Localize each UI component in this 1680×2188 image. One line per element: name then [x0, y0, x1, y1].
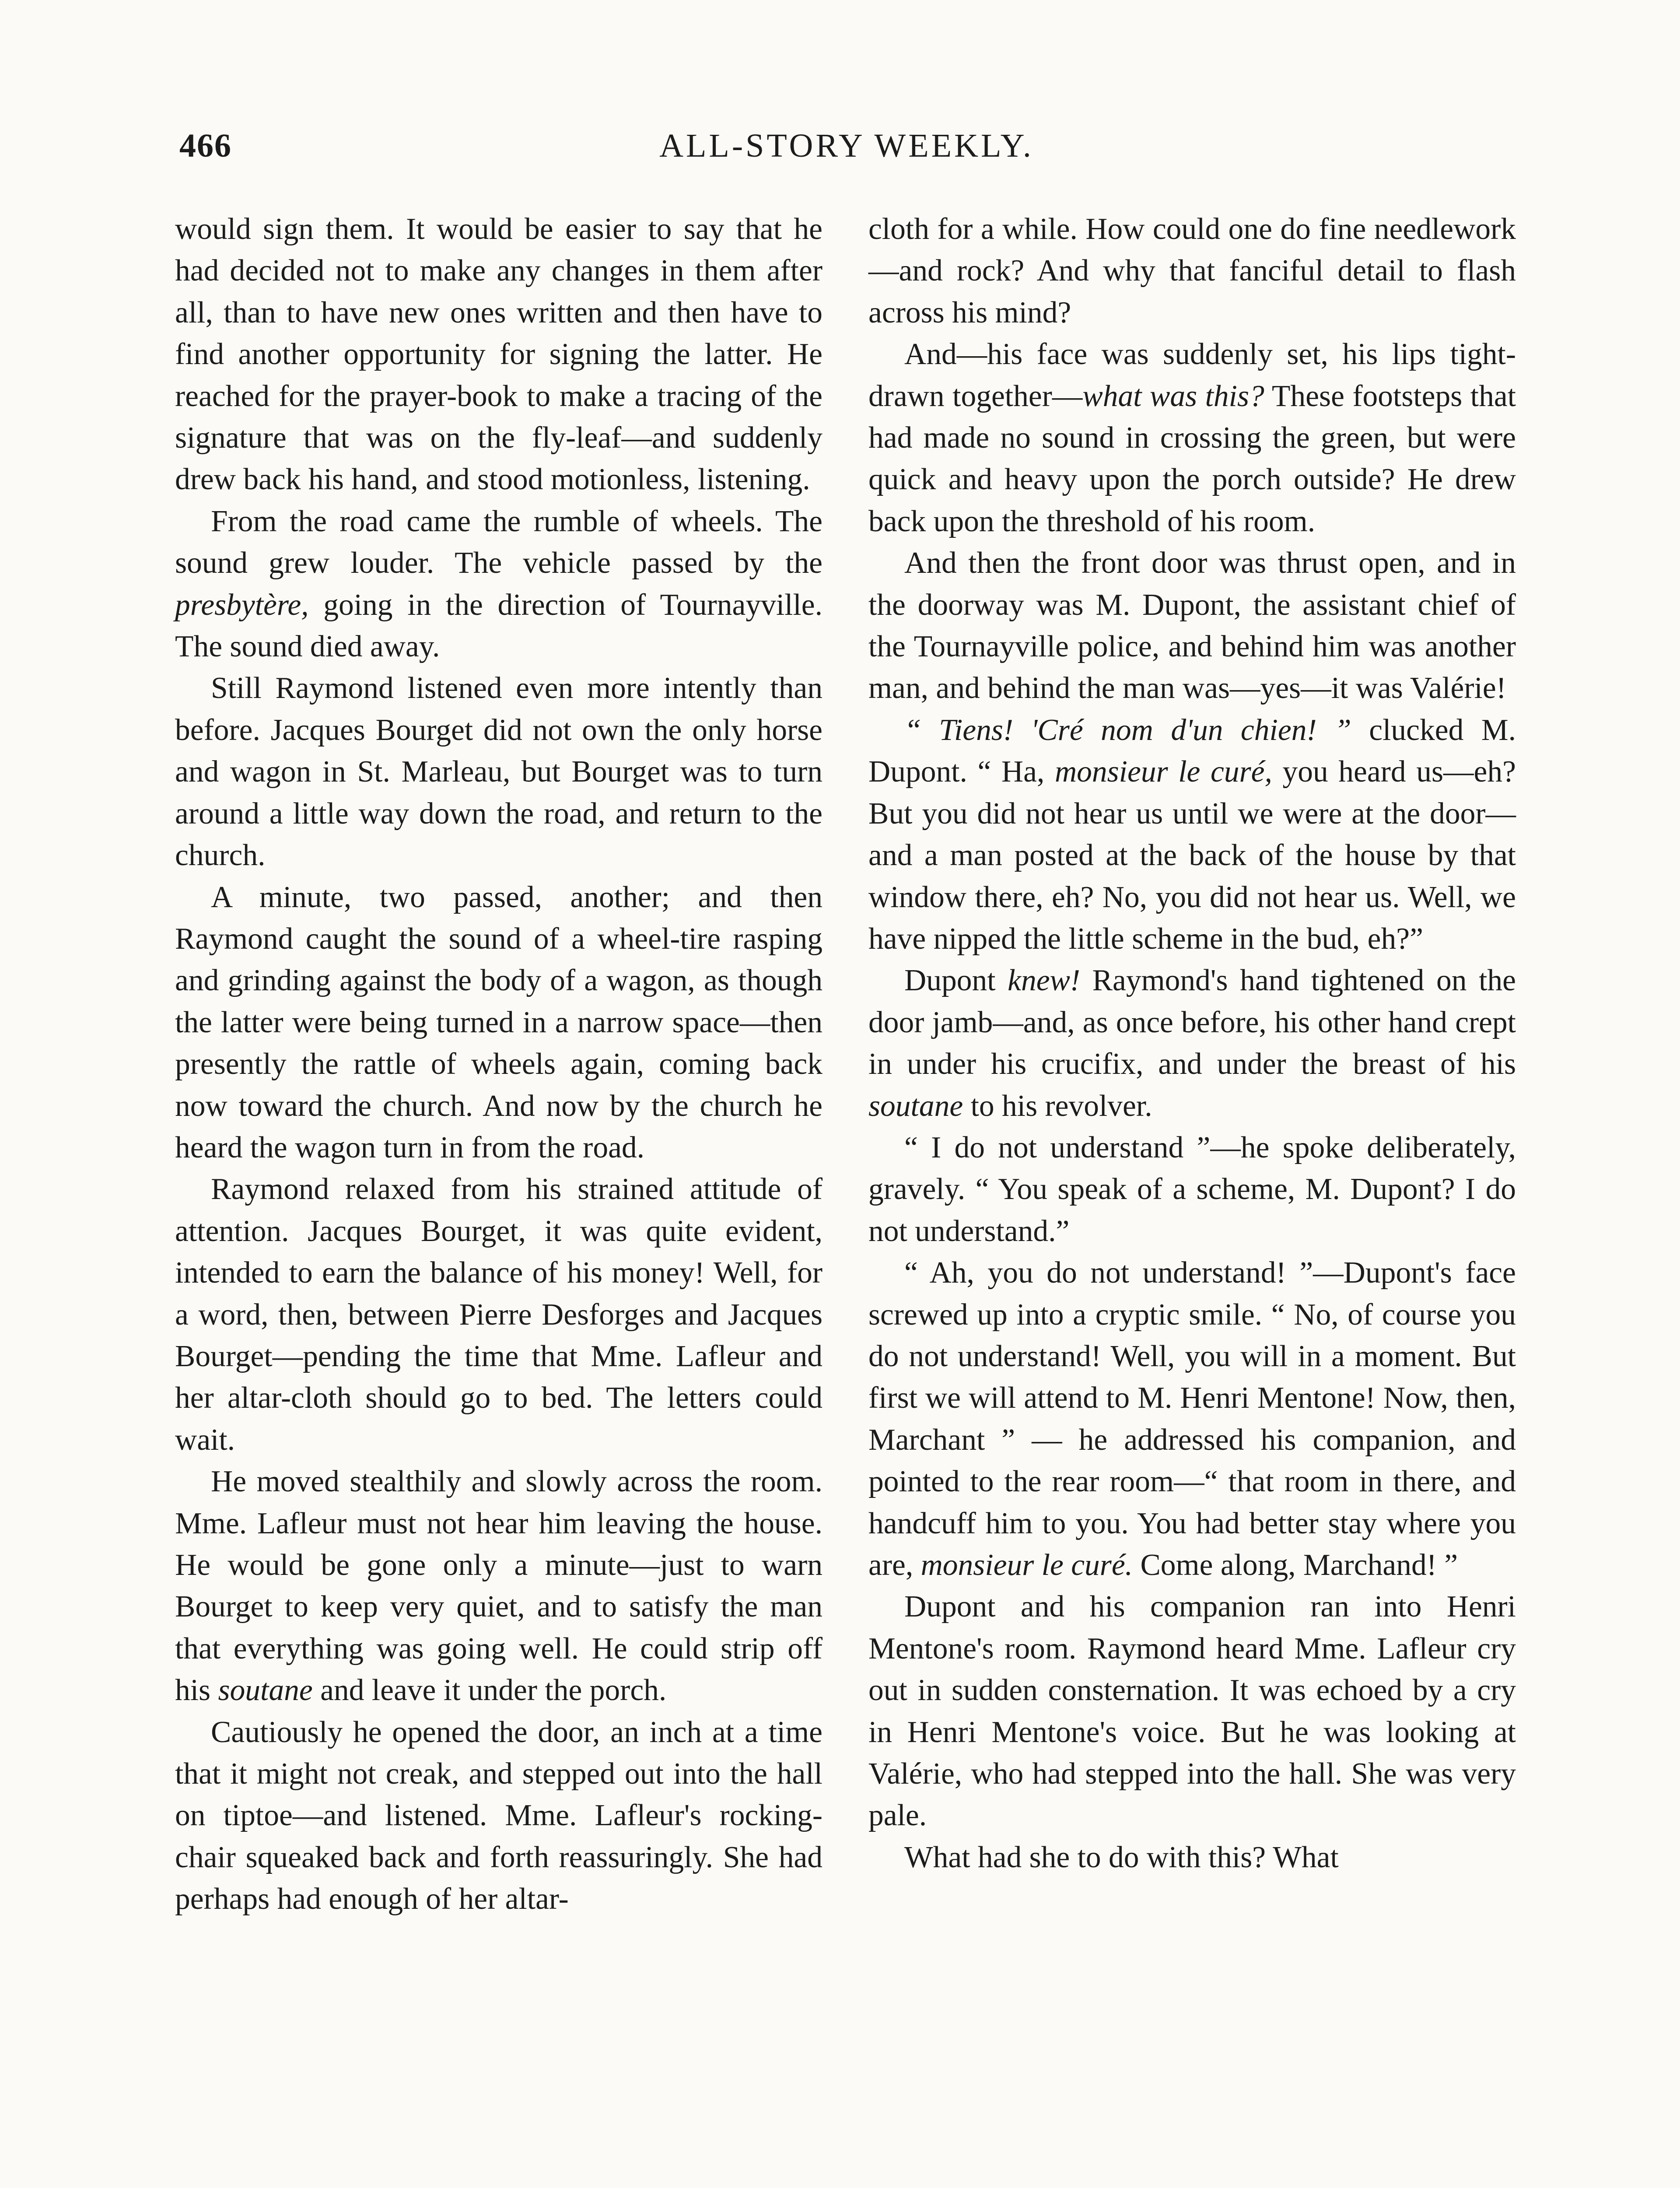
text-column-left	[175, 208, 822, 1920]
page-number: 466	[179, 127, 232, 164]
italic-text: presbytère,	[175, 588, 309, 622]
paragraph	[175, 1461, 822, 1711]
paragraph	[868, 960, 1516, 1127]
italic-text: soutane	[218, 1673, 313, 1708]
text-run: Raymond's hand tightened on the door jamb—and, as once before, his other hand crept in under his crucifix, and under the breast of his	[868, 964, 1516, 1081]
paragraph	[175, 501, 822, 668]
paragraph	[868, 333, 1516, 542]
text-run: clucked M. Dupont. “ Ha,	[868, 713, 1516, 789]
text-run: would sign them. It would be easier to say that he had decided not to make any changes in them after all, than to have new ones written and then have to find another opportunity for signing the latter. He reached for the prayer-book to make a tracing of the signature that was on the fly-leaf—and suddenly drew back his hand, and stood motionless, listening.	[175, 212, 822, 497]
text-run: Dupont and his companion ran into Henri Mentone's room. Raymond heard Mme. Lafleur cry out in sudden consternation. It was echoed by a cry in Henri Mentone's voice. But he was looking at Valérie, who had stepped into the hall. She was very pale.	[868, 1590, 1516, 1833]
paragraph	[868, 709, 1516, 960]
text-run: And then the front door was thrust open, and in the doorway was M. Dupont, the assistant chief of the Tournayville police, and behind him was another man, and behind the man was—yes—it was Valérie!	[868, 546, 1516, 705]
italic-text: “ Tiens! 'Cré nom d'un chien! ”	[904, 713, 1351, 747]
running-head	[179, 127, 1514, 175]
text-run: And—his face was suddenly set, his lips tight-drawn together—	[868, 337, 1516, 413]
text-run: cloth for a while. How could one do fine needlework—and rock? And why that fanciful detail to flash across his mind?	[868, 212, 1516, 330]
italic-text: knew!	[1008, 964, 1081, 998]
paragraph	[868, 1252, 1516, 1586]
magazine-title: ALL-STORY WEEKLY.	[659, 127, 1034, 164]
italic-text: what was this?	[1082, 379, 1264, 413]
text-run: to his revolver.	[963, 1089, 1152, 1123]
paragraph	[868, 542, 1516, 709]
italic-text: monsieur le curé.	[920, 1548, 1133, 1582]
text-run: Cautiously he opened the door, an inch at a time that it might not creak, and stepped out into the hall on tiptoe—and listened. Mme. Lafleur's rocking-chair squeaked back and forth reassuringly. She had perhaps had enough of her altar-	[175, 1715, 822, 1916]
paragraph	[868, 1586, 1516, 1836]
paragraph	[175, 208, 822, 501]
text-run: going in the direction of Tournayville. The sound died away.	[175, 588, 822, 664]
text-column-right	[868, 208, 1516, 1878]
text-run: A minute, two passed, another; and then Raymond caught the sound of a wheel-tire rasping and grinding against the body of a wagon, as though the latter were being turned in a narrow space—then presently the rattle of wheels again, coming back now toward the church. And now by the church he heard the wagon turn in from the road.	[175, 880, 822, 1164]
text-run: Dupont	[904, 964, 1008, 998]
text-run: Come along, Marchand! ”	[1133, 1548, 1458, 1582]
paragraph	[175, 1711, 822, 1920]
text-run: you heard us—eh? But you did not hear us until we were at the door—and a man posted at the back of the house by that window there, eh? No, you did not hear us. Well, we have nipped the little scheme in the bud, eh?”	[868, 755, 1516, 956]
paragraph	[868, 1127, 1516, 1252]
text-run: What had she to do with this? What	[904, 1840, 1339, 1874]
paragraph	[868, 1837, 1516, 1878]
text-run: Still Raymond listened even more intently than before. Jacques Bourget did not own the only horse and wagon in St. Marleau, but Bourget was to turn around a little way down the road, and return to the church.	[175, 671, 822, 873]
paragraph	[868, 208, 1516, 333]
italic-text: monsieur le curé,	[1054, 755, 1272, 789]
paragraph	[175, 667, 822, 876]
text-run: He moved stealthily and slowly across the room. Mme. Lafleur must not hear him leaving the house. He would be gone only a minute—just to warn Bourget to keep very quiet, and to satisfy the man that everything was going well. He could strip off his	[175, 1465, 822, 1708]
text-run: “ Ah, you do not understand! ”—Dupont's face screwed up into a cryptic smile. “ No, of course you do not understand! Well, you will in a moment. But first we will attend to M. Henri Mentone! Now, then, Marchant ” — he addressed his companion, and pointed to the rear room—“ that room in there, and handcuff him to you. You had better stay where you are,	[868, 1256, 1516, 1582]
text-run: From the road came the rumble of wheels. The sound grew louder. The vehicle passed by the	[175, 504, 822, 580]
text-run: “ I do not understand ”—he spoke deliberately, gravely. “ You speak of a scheme, M. Dupont? I do not understand.”	[868, 1130, 1516, 1248]
text-run: These footsteps that had made no sound in crossing the green, but were quick and heavy upon the porch outside? He drew back upon the threshold of his room.	[868, 379, 1516, 538]
paragraph	[175, 877, 822, 1169]
italic-text: soutane	[868, 1089, 963, 1123]
text-run: Raymond relaxed from his strained attitude of attention. Jacques Bourget, it was quite evident, intended to earn the balance of his money! Well, for a word, then, between Pierre Desforges and Jacques Bourget—pending the time that Mme. Lafleur and her altar-cloth should go to bed. The letters could wait.	[175, 1172, 822, 1457]
paragraph	[175, 1168, 822, 1461]
text-run: and leave it under the porch.	[312, 1673, 667, 1708]
